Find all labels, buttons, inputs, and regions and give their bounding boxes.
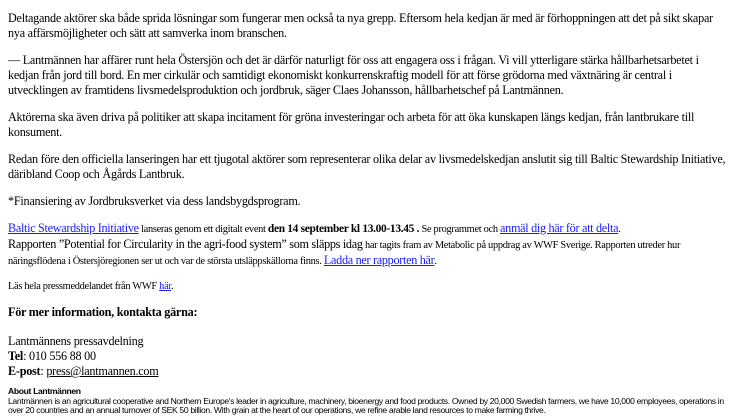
event-date: den 14 september kl 13.00-13.45 .: [267, 223, 420, 235]
baltic-stewardship-link[interactable]: Baltic Stewardship Initiative: [8, 221, 139, 235]
paragraph-quote: — Lantmännen har affärer runt hela Östersjön och det är därför naturligt för oss att engagera oss i frågan. Vi vill ytterligare stärka hållbarhetsarbetet i kedjan från jord till bord. En mer cirkulär och samtidigt ekonomiskt konkurrenskraftig modell för att förse grödorna med växtnäring är central i utvecklingen av framtidens livsmedelsproduktion och jordbruk, säger Claes Johansson, hållbarhetschef på Lantmännen.: [8, 53, 699, 97]
email-link[interactable]: press@lantmannen.com: [46, 364, 159, 378]
about-text: Lantmännen is an agricultural cooperative and Northern Europe's leader in agriculture, machinery, bioenergy and food products. Owned by 20,000 Swedish farmers, we have 10,000 employees, operations in over 20 countries and an annual turnover of SEK 50 billion. With grain at the heart of our operations, we refine arable land resources to make farming thrive.: [8, 395, 724, 416]
paragraph-read-more: [8, 279, 728, 294]
event-text-2: Se programmet och: [419, 224, 501, 235]
email-separator: :: [40, 364, 47, 378]
paragraph-members: Redan före den officiella lanseringen har ett tjugotal aktörer som representerar olika delar av livsmedelskedjan anslutit sig till Baltic Stewardship Initiative, däribland Coop och Ågårds Lantbruk.: [8, 152, 726, 181]
contact-phone: [8, 349, 728, 364]
about-heading: About Lantmännen: [8, 386, 81, 396]
about-section: [8, 387, 740, 416]
contact-email: [8, 364, 728, 379]
paragraph-politics: Aktörerna ska även driva på politiker att skapa incitament för gröna investeringar och arbeta för att öka kunskapen längs kedjan, från lantbrukare till konsument.: [8, 110, 695, 139]
event-text-3: .: [618, 224, 621, 235]
read-more-end: .: [170, 281, 174, 292]
report-title-text: Rapporten ”Potential for Circularity in the agri-food system” som släpps idag: [8, 237, 363, 251]
contact-department: Lantmännens pressavdelning: [8, 334, 144, 348]
download-report-link[interactable]: Ladda ner rapporten här: [323, 253, 435, 267]
paragraph-financing: *Finansiering av Jordbruksverket via dess landsbygdsprogram.: [8, 194, 301, 208]
contact-block: [8, 334, 728, 379]
report-text-end: .: [434, 256, 437, 267]
phone-number: : 010 556 88 00: [23, 349, 96, 363]
read-more-text: Läs hela pressmeddelandet från WWF: [8, 281, 160, 292]
register-link[interactable]: anmäl dig här för att delta: [500, 221, 619, 235]
contact-heading: [8, 305, 728, 320]
report-text: har tagits fram av Metabolic på uppdrag av WWF Sverige. Rapporten utreder hur näringsflödena i Östersjöregionen ser ut och var de största utsläppskällorna finns.: [8, 240, 681, 267]
phone-label: Tel: [8, 349, 24, 363]
paragraph-participants: Deltagande aktörer ska både sprida lösningar som fungerar men också ta nya grepp. Eftersom hela kedjan är med är förhoppningen att det på sikt skapar nya affärsmöjligheter och sätt att samverka inom branschen.: [8, 11, 713, 40]
event-text: lanseras genom ett digitalt event: [138, 224, 268, 235]
wwf-press-release-link[interactable]: här: [159, 281, 171, 292]
paragraph-event: [8, 221, 728, 269]
contact-heading-text: För mer information, kontakta gärna:: [8, 305, 198, 319]
email-label: E-post: [8, 364, 41, 378]
